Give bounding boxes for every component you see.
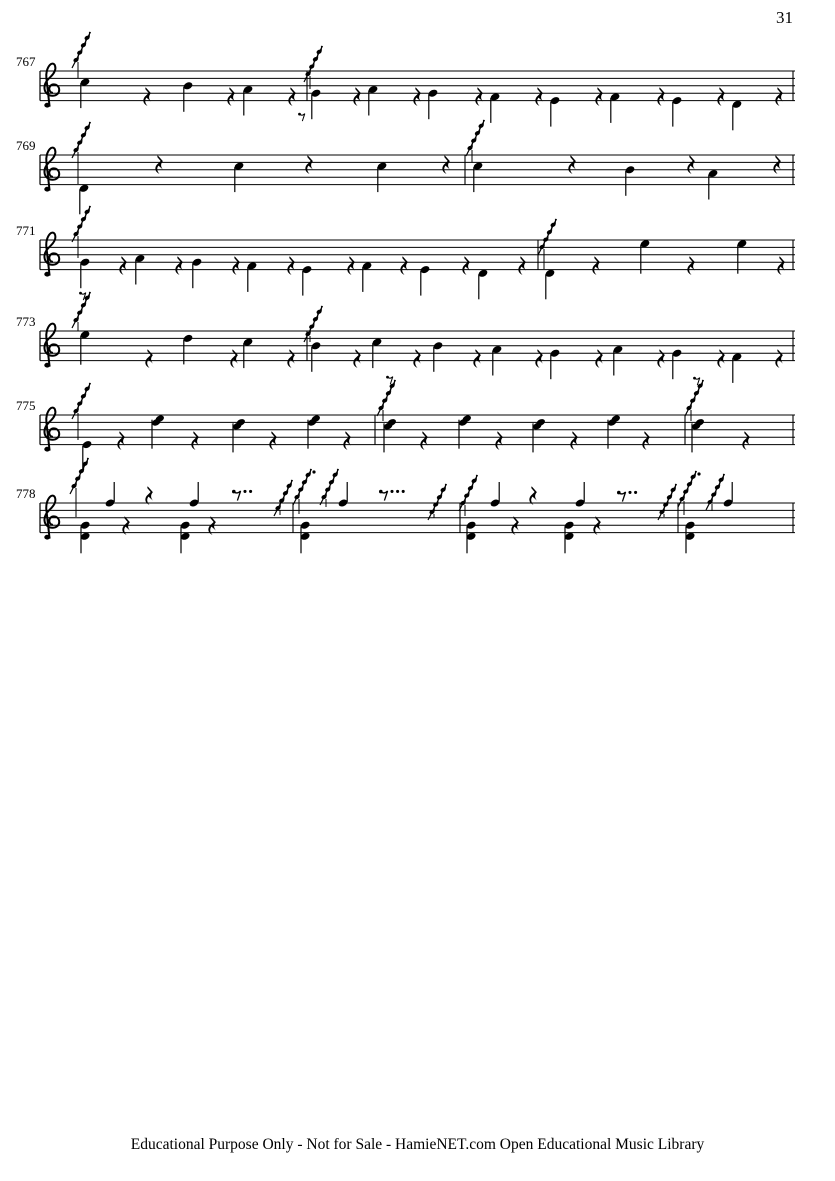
measure-number: 767 [16, 54, 36, 69]
measure-number: 775 [16, 398, 36, 413]
footer-text: Educational Purpose Only - Not for Sale - HamieNET.com Open Educational Music Library [130, 1136, 705, 1153]
measure-number: 773 [16, 314, 36, 329]
measure-number: 769 [16, 138, 36, 153]
measure-number: 778 [16, 486, 36, 501]
measure-number: 771 [16, 223, 36, 238]
page-number: 31 [776, 8, 793, 27]
